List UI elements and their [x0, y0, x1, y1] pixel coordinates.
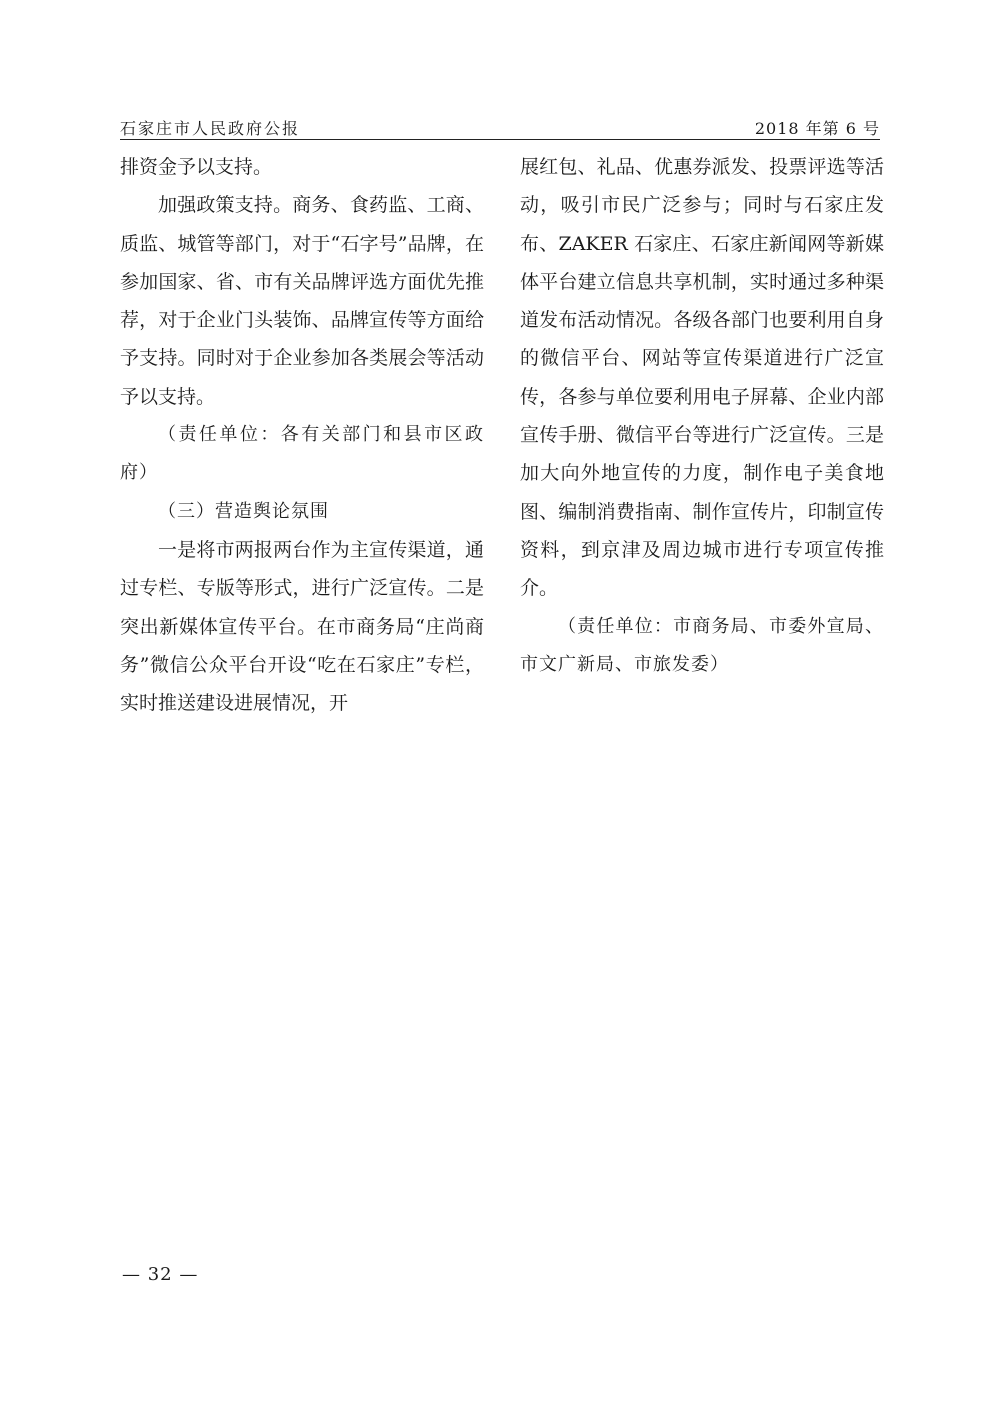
page-number: — 32 — — [122, 1264, 199, 1285]
right-column — [520, 148, 884, 684]
paragraph-publicity-continued: 展红包、礼品、优惠券派发、投票评选等活动，吸引市民广泛参与；同时与石家庄发布、ZAKER 石家庄、石家庄新闻网等新媒体平台建立信息共享机制，实时通过多种渠道发布活动情况。各级各部门也要利用自身的微信平台、网站等宣传渠道进行广泛宣传，各参与单位要利用电子屏幕、企业内部宣传手册、微信平台等进行广泛宣传。三是加大向外地宣传的力度，制作电子美食地图、编制消费指南、制作宣传片，印制宣传资料，到京津及周边城市进行专项宣传推介。 — [520, 156, 884, 600]
paragraph-policy-support: 加强政策支持。商务、食药监、工商、质监、城管等部门，对于“石字号”品牌，在参加国家、省、市有关品牌评选方面优先推荐，对于企业门头装饰、品牌宣传等方面给予支持。同时对于企业参加各类展会等活动予以支持。 — [120, 194, 484, 408]
paragraph-continuation: 排资金予以支持。 — [120, 156, 273, 178]
section-heading: （三）营造舆论氛围 — [158, 500, 329, 522]
paragraph-publicity-channels: 一是将市两报两台作为主宣传渠道，通过专栏、专版等形式，进行广泛宣传。二是突出新媒体宣传平台。在市商务局“庄尚商务”微信公众平台开设“吃在石家庄”专栏，实时推送建设进展情况，开 — [120, 538, 484, 715]
issue-number: 2018 年第 6 号 — [754, 119, 880, 138]
publication-title: 石家庄市人民政府公报 — [120, 119, 301, 138]
left-column — [120, 148, 484, 722]
responsible-units-note: （责任单位：各有关部门和县市区政府） — [120, 424, 484, 484]
page-header — [120, 112, 880, 138]
header-divider — [120, 139, 880, 140]
responsible-units-note: （责任单位：市商务局、市委外宣局、市文广新局、市旅发委） — [520, 615, 884, 675]
